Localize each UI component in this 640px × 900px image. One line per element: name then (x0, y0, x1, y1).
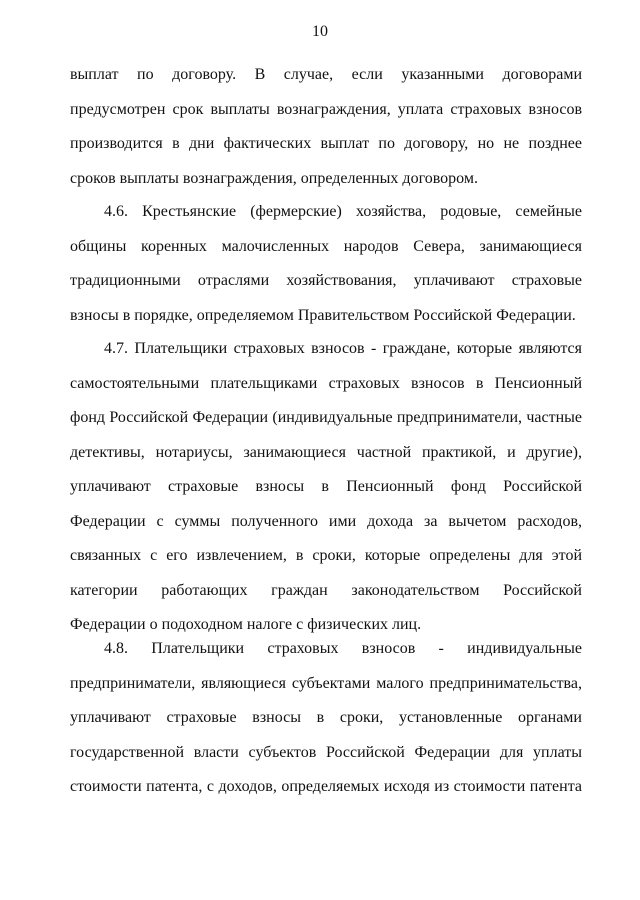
text-line: общины коренных малочисленных народов Севера, занимающиеся (70, 237, 582, 255)
text-line: Федерации о подоходном налоге с физических лиц. (70, 616, 422, 633)
text-line: 4.6. Крестьянские (фермерские) хозяйства, родовые, семейные (104, 203, 582, 220)
text-line: предусмотрен срок выплаты вознаграждения, уплата страховых взносов (70, 100, 582, 118)
text-line: взносы в порядке, определяемом Правительством Российской Федерации. (70, 306, 576, 324)
text-line: фонд Российской Федерации (индивидуальные предприниматели, частные (70, 409, 582, 426)
text-line: сроков выплаты вознаграждения, определенных договором. (70, 169, 478, 187)
paragraph-4-6 (70, 195, 582, 333)
paragraph-continuation (70, 58, 582, 196)
paragraph-4-8 (70, 632, 582, 805)
text-line: предприниматели, являющиеся субъектами малого предпринимательства, (70, 674, 582, 692)
text-line: традиционными отраслями хозяйствования, уплачивают страховые (70, 272, 582, 289)
text-line: выплат по договору. В случае, если указанными договорами (70, 66, 582, 83)
text-line: Федерации с суммы полученного ими дохода за вычетом расходов, (70, 512, 582, 530)
text-line: самостоятельными плательщиками страховых взносов в Пенсионный (70, 374, 582, 392)
page-number: 10 (312, 23, 328, 40)
text-line: уплачивают страховые взносы в сроки, установленные органами (70, 709, 582, 726)
text-line: детективы, нотариусы, занимающиеся частной практикой, и другие), (70, 443, 582, 461)
text-line: государственной власти субъектов Российской Федерации для уплаты (70, 743, 582, 761)
text-line: производится в дни фактических выплат по договору, но не позднее (70, 135, 582, 152)
text-line: связанных с его извлечением, в сроки, которые определены для этой (70, 547, 582, 564)
text-line: уплачивают страховые взносы в Пенсионный фонд Российской (70, 478, 582, 495)
text-line: стоимости патента, с доходов, определяемых исходя из стоимости патента (70, 778, 582, 795)
text-line: 4.8. Плательщики страховых взносов - индивидуальные (104, 640, 582, 657)
paragraph-4-7 (70, 332, 582, 643)
text-line: 4.7. Плательщики страховых взносов - граждане, которые являются (104, 340, 582, 357)
text-line: категории работающих граждан законодательством Российской (70, 581, 582, 599)
